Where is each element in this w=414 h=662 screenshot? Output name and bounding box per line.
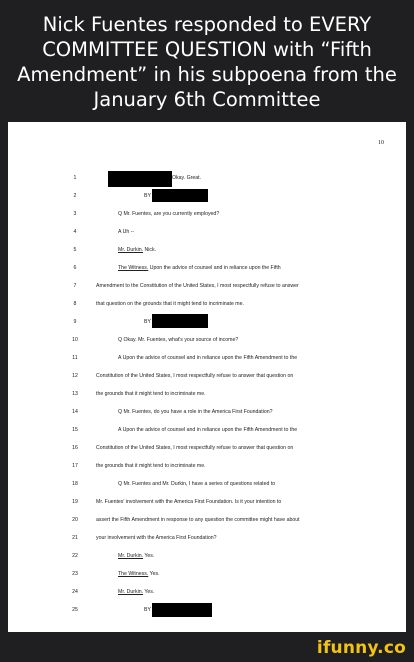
line-number: 7 xyxy=(73,283,77,289)
line-number: 15 xyxy=(72,427,78,433)
caption-text xyxy=(0,0,414,112)
transcript-line xyxy=(8,535,406,546)
redaction-bar xyxy=(152,603,212,617)
line-number: 20 xyxy=(72,517,78,523)
transcript-line xyxy=(8,211,406,222)
speaker-name: The Witness. xyxy=(118,265,149,271)
line-number: 2 xyxy=(73,193,77,199)
line-number: 18 xyxy=(72,481,78,487)
line-text: Okay. Great. xyxy=(172,175,202,181)
meme-caption xyxy=(0,0,414,118)
redaction-bar xyxy=(152,314,208,328)
speaker-name: The Witness. xyxy=(118,571,149,577)
speech: Nick. xyxy=(143,247,157,253)
line-number: 10 xyxy=(72,337,78,343)
speaker-name: Mr. Durkin. xyxy=(118,247,144,253)
transcript-line xyxy=(8,481,406,492)
transcript-line xyxy=(8,499,406,510)
transcript-line xyxy=(8,589,406,600)
transcript-line xyxy=(8,463,406,474)
line-text: Q Mr. Fuentes, are you currently employed? xyxy=(118,211,220,217)
line-number: 17 xyxy=(72,463,78,469)
line-text: the grounds that it might tend to incriminate me. xyxy=(96,391,206,397)
line-text xyxy=(118,589,154,595)
line-number: 1 xyxy=(73,175,77,181)
line-number: 22 xyxy=(72,553,78,559)
line-text: A Uh -- xyxy=(118,229,135,235)
line-text xyxy=(118,247,156,253)
line-text: the grounds that it might tend to incriminate me. xyxy=(96,463,206,469)
transcript-line xyxy=(8,427,406,438)
line-text: A Upon the advice of counsel and in reliance upon the Fifth Amendment to the xyxy=(118,427,298,433)
transcript-line xyxy=(8,175,406,186)
transcript-line xyxy=(8,409,406,420)
transcript-line xyxy=(8,355,406,366)
redaction-bar xyxy=(152,189,208,202)
page-number: 10 xyxy=(378,140,384,146)
transcript-line xyxy=(8,373,406,384)
line-number: 4 xyxy=(73,229,77,235)
line-number: 16 xyxy=(72,445,78,451)
transcript-line xyxy=(8,337,406,348)
transcript-line xyxy=(8,445,406,456)
line-text: Mr. Fuentes' involvement with the America First Foundation. Is it your intention to xyxy=(96,499,282,505)
line-text: Amendment to the Constitution of the United States, I most respectfully refuse to answer xyxy=(96,283,299,289)
speech: Upon the advice of counsel and in reliance upon the Fifth xyxy=(148,265,281,271)
line-text: your involvement with the America First Foundation? xyxy=(96,535,217,541)
caption-line-1: Nick Fuentes responded to EVERY xyxy=(42,13,372,36)
transcript-page xyxy=(8,122,406,632)
line-number: 8 xyxy=(73,301,77,307)
line-number: 6 xyxy=(73,265,77,271)
line-number: 14 xyxy=(72,409,78,415)
transcript-line xyxy=(8,265,406,276)
caption-line-3: Amendment” in his subpoena from the xyxy=(17,63,397,86)
line-text: Constitution of the United States, I most respectfully refuse to answer that question on xyxy=(96,373,294,379)
line-number: 25 xyxy=(72,607,78,613)
line-text: BY xyxy=(144,607,151,613)
redaction-bar xyxy=(108,171,172,187)
line-number: 11 xyxy=(72,355,78,361)
ifunny-logo: ifunny.co xyxy=(316,638,406,658)
line-number: 12 xyxy=(72,373,78,379)
caption-line-4: January 6th Committee xyxy=(93,88,321,111)
line-text: A Upon the advice of counsel and in reliance upon the Fifth Amendment to the xyxy=(118,355,298,361)
transcript-line xyxy=(8,247,406,258)
line-number: 3 xyxy=(73,211,77,217)
transcript-line xyxy=(8,229,406,240)
transcript-line xyxy=(8,553,406,564)
line-number: 24 xyxy=(72,589,78,595)
line-text: assert the Fifth Amendment in response to any question the committee might have about xyxy=(96,517,300,523)
line-text xyxy=(118,265,281,271)
speech: Yes. xyxy=(143,553,155,559)
transcript-line xyxy=(8,391,406,402)
line-text: that question on the grounds that it might tend to incriminate me. xyxy=(96,301,244,307)
line-text: BY xyxy=(144,193,151,199)
line-text: BY xyxy=(144,319,151,325)
line-number: 19 xyxy=(72,499,78,505)
watermark-bar xyxy=(0,632,414,662)
line-text: Q Mr. Fuentes and Mr. Durkin, I have a series of questions related to xyxy=(118,481,276,487)
speaker-name: Mr. Durkin. xyxy=(118,589,144,595)
line-text xyxy=(118,553,154,559)
line-number: 5 xyxy=(73,247,77,253)
transcript-line xyxy=(8,517,406,528)
speaker-name: Mr. Durkin. xyxy=(118,553,144,559)
line-text: Constitution of the United States, I most respectfully refuse to answer that question on xyxy=(96,445,294,451)
line-number: 13 xyxy=(72,391,78,397)
transcript-line xyxy=(8,301,406,312)
transcript-line xyxy=(8,571,406,582)
speech: Yes. xyxy=(148,571,160,577)
line-text: Q Okay. Mr. Fuentes, what's your source of income? xyxy=(118,337,239,343)
transcript-line xyxy=(8,283,406,294)
line-text xyxy=(118,571,160,577)
line-number: 23 xyxy=(72,571,78,577)
line-number: 9 xyxy=(73,319,77,325)
caption-line-2: COMMITTEE QUESTION with “Fifth xyxy=(42,38,372,61)
line-text: Q Mr. Fuentes, do you have a role in the America First Foundation? xyxy=(118,409,273,415)
line-number: 21 xyxy=(72,535,78,541)
speech: Yes. xyxy=(143,589,155,595)
